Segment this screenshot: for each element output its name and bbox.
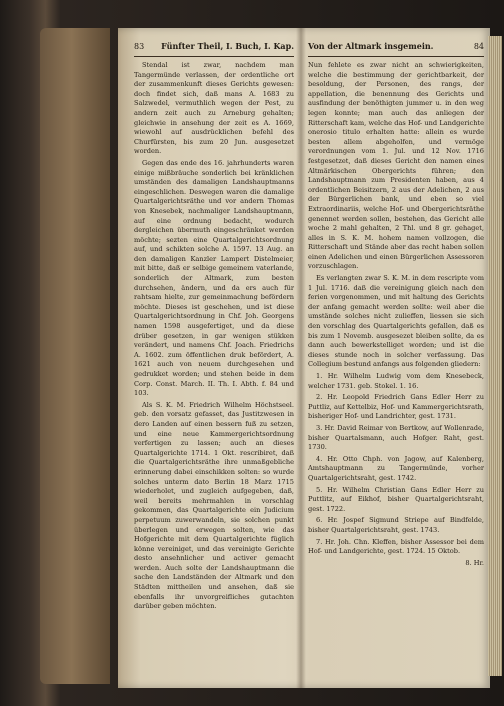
book-spine: [40, 28, 110, 684]
left-page-number: 83: [134, 42, 145, 51]
left-paragraph: Gegen das ende des 16. jahrhunderts waren einige mißbräuche sonderlich bei kränklichen umständen des damaligen Landshauptmanns eingeschlichen. Deswegen waren die damalige Quartalgerichtsräthe und vor andern Thomas von Knesebek, nachmaliger Landshauptmann, auf eine ordnung bedacht, wodurch dergleichen übermuth eingeschränket werden möchte; sezten eine Quartalgerichtsordnung auf, und schikten solche A. 1597. 13 Aug. an den damaligen Kanzler Lampert Distelmeier, mit bitte, daß er selbige gemeinem vaterlande, sonderlich der Altmark, zum besten durchsehen, ändern, und da ers auch für rahtsam hielte, zur gemeinmachung befördern möchte. Dieses ist geschehen, und ist diese Quartalgerichtsordnung in Chf. Joh. Georgens namen 1598 ausgefertiget, und da diese drüber gesetzen, in gar wenigen stükken verändert, und namens Chf. Joach. Friedrichs A. 1602. zum öffentlichen druk befördert, A. 1621 auch von neuem durchgesehen und gedrukket worden; und stehen beide in dem Corp. Const. March. II. Th. I. Abth. f. 84 und 103.: [134, 158, 294, 398]
left-running-header: [134, 40, 294, 57]
right-page-column: [308, 40, 484, 570]
right-paragraph: Nun fehlete es zwar nicht an schwierigkeiten, welche die bestimmung der gerichtbarkeit, der besoldung, der Personen, des rangs, der appellation, die benennung des Gerichts und ausfindung der benöthigten jummer u. in den weg legen konnte; man auch das anliegen der Ritterschaft kam, welche das Hof- und Landgerichte onerosio titulo erhalten hatte: allein es wurde besten allem abgeholfen, und vermöge verordnungen vom 1. Jul. und 12 Nov. 1716 festgesetzet, daß dieses Gericht den namen eines Altmärkischen Obergerichts führen; den Landshauptmann zum Presidenten haben, aus 4 ordentlichen Beisitzern, 2 aus der Adelichen, 2 aus der Bürgerlichen bank, und eben so viel Extraordinariis, welche Hof- und Obergerichtsräthe genennet werden sollen, bestehen, das Gericht alle woche 2 mahl gehalten, 2 Thl. und 8 gr. gehaget, alles in S. K. M. hohem namen vollzogen, die Ritterschaft und Stände aber das recht haben sollen einen Adelichen und einen Bürgerlichen Assessoren vorzuschlagen.: [308, 61, 484, 271]
member-list-item: 5. Hr. Wilhelm Christian Gans Edler Herr zu Puttlitz, auf Eikhof, bisher Quartalgerichtsraht, gest. 1722.: [308, 485, 484, 513]
page-edges: [488, 36, 502, 676]
member-list-item: 6. Hr. Jospef Sigmund Striepe auf Bindfelde, bisher Quartalgerichtsraht, gest. 1743.: [308, 516, 484, 534]
right-running-header: [308, 40, 484, 57]
member-list-item: 4. Hr. Otto Chph. von Jagow, auf Kalenberg, Amtshauptmann zu Tangermünde, vorher Quartalgerichtsraht, gest. 1742.: [308, 454, 484, 482]
catchword: 8. Hr.: [465, 558, 484, 567]
left-paragraph: Als S. K. M. Friedrich Wilhelm Höchstseel. geb. den vorsatz gefasset, das Justitzwesen in dero Landen auf einen bessern fuß zu setzen, und eine neue Kammergerichtsordnung verfertigen zu lassen; auch an dieses Quartalgerichte 1714. 1 Okt. rescribiret, daß die Quartalgerichtsräthe ihre unmaßgebliche erinnerung dabei einschikken solten: so wurde solches unterm dato Berlin 18 Marz 1715 wiederholet, und zugleich aufgegeben, daß, weil bereits mehrmahlen in vorschlag gekommen, das Quartalgerichte ein Judicium perpetuum zuwerwandeln, sie solchen punkt überlegen und erwegen solten, wie das Hofgerichte mit dem Quartalgerichte füglich könne vereiniget, und das vereinigte Gerichte desto ansehnlicher und activer gemacht werden. Auch solte der Landshauptmann die sache den Landständen der Altmark und den Städten mittheilen und ansehen, daß sie ebenfalls ihr unvorgreifliches gutachten darüber geben möchten.: [134, 400, 294, 611]
member-list-item: 3. Hr. David Reimar von Bertkow, auf Wollenrade, bisher Quartalsmann, auch Hofger. Raht, gest. 1730.: [308, 423, 484, 452]
right-page-number: 84: [473, 42, 484, 51]
left-page-column: [134, 40, 294, 614]
member-list-item: 1. Hr. Wilhelm Ludwig vom dem Knesebeck, welcher 1731. geb. Stokel. 1. 16.: [308, 372, 484, 390]
left-running-head: Fünfter Theil, I. Buch, I. Kap.: [161, 41, 294, 51]
member-list-item: 2. Hr. Leopold Friedrich Gans Edler Herr zu Puttliz, auf Kettelbiz, Hof- und Kammergerichtsrath, bisheriger Hof- und Landrichter, gest. 1731.: [308, 393, 484, 421]
right-running-head: Von der Altmark insgemein.: [308, 41, 434, 51]
page-gutter: [296, 28, 306, 688]
right-paragraph: Es verlangten zwar S. K. M. in dem rescripte vom 1 Jul. 1716. daß die vereinigung gleich nach den ferien vorgenommen, und mit haltung des Gerichts der anfang gemacht werden sollte: weil aber die umstände solches nicht zulieffen, liessen sie sich den vorschlag des Quartalgerichts gefallen, daß es bis zum 1 Novemb. ausgesezet bleiben sollte, da es dann auch bewerkstelliget worden; und ist die dieses stunde noch in solcher verfassung. Das Collegium bestund anfangs aus folgenden gliedern:: [308, 274, 484, 369]
member-list-item: 7. Hr. Joh. Chn. Kleffen, bisher Assessor bei dem Hof- und Landgerichte, gest. 1724. 15 Oktob.: [308, 537, 484, 556]
left-paragraph: Stendal ist zwar, nachdem man Tangermünde verlassen, der ordentliche ort der zusammenkunft dieses Gerichts gewesen: doch findet sich, daß mans A. 1683 zu Salzwedel, vermuthlich wegen der Pest, zu andern zeit auch zu Arneburg gehalten; gleichwie in ansehung der zeit es A. 1669, wiewohl auf ausdrücklichen befehl des Churfürsten, bis zum 20 Jun. ausgesetzet worden.: [134, 61, 294, 156]
